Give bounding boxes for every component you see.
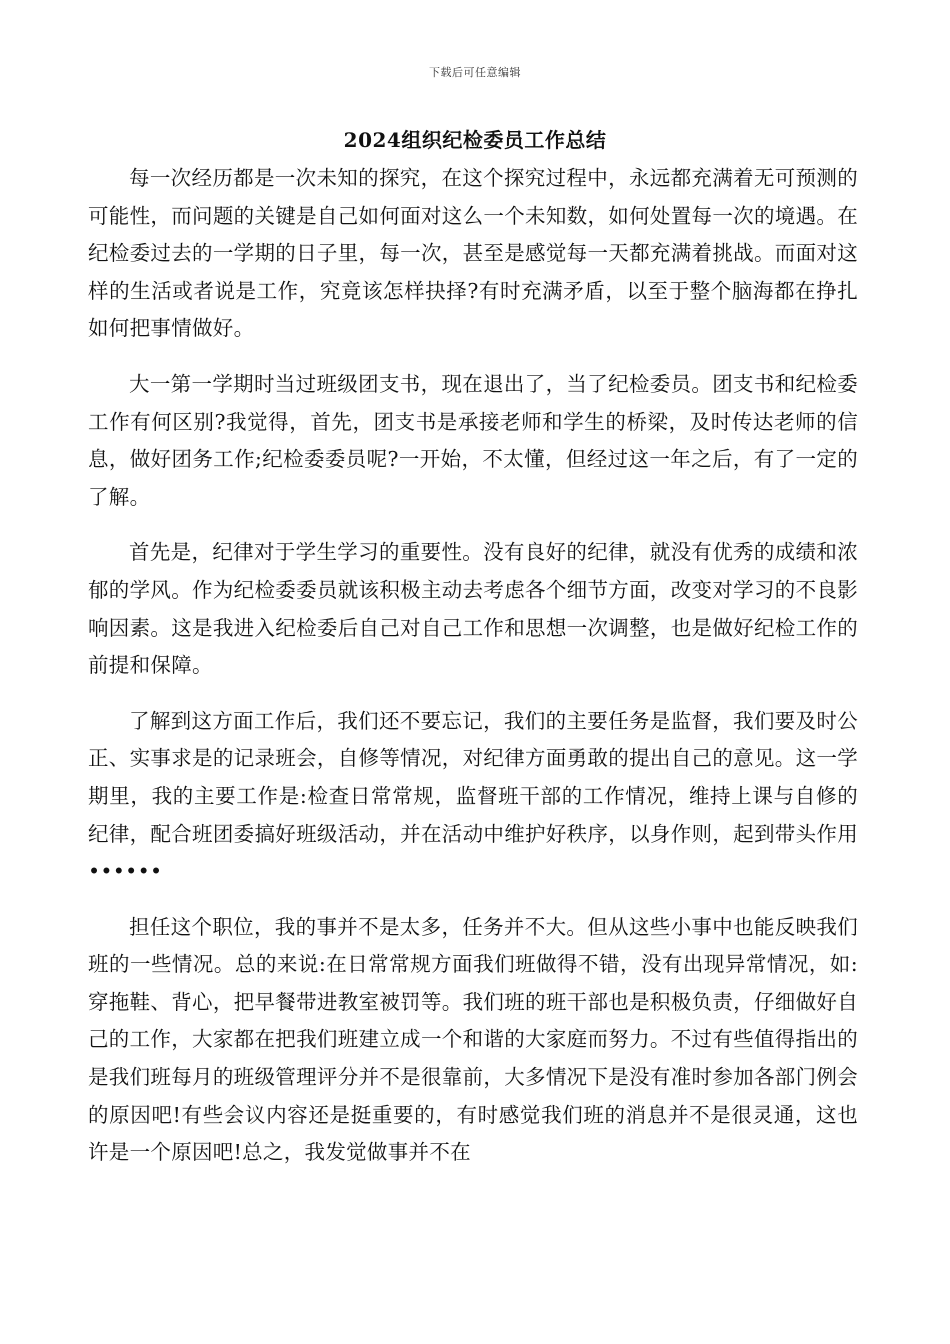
header-note: 下载后可任意编辑 (429, 66, 521, 79)
paragraph-5: 担任这个职位，我的事并不是太多，任务并不大。但从这些小事中也能反映我们班的一些情况。总的来说:在日常常规方面我们班做得不错，没有出现异常情况，如:穿拖鞋、背心，把早餐带进教室被罚等。我们班的班干部也是积极负责，仔细做好自己的工作，大家都在把我们班建立成一个和谐的大家庭而努力。不过有些值得指出的是我们班每月的班级管理评分并不是很靠前，大多情况下是没有准时参加各部门例会的原因吧!有些会议内容还是挺重要的，有时感觉我们班的消息并不是很灵通，这也许是一个原因吧!总之，我发觉做事并不在 (88, 914, 858, 1165)
paragraph-2: 大一第一学期时当过班级团支书，现在退出了，当了纪检委员。团支书和纪检委工作有何区别?我觉得，首先，团支书是承接老师和学生的桥梁，及时传达老师的信息，做好团务工作;纪检委委员呢?一开始，不太懂，但经过这一年之后，有了一定的了解。 (88, 371, 858, 509)
paragraph-3: 首先是，纪律对于学生学习的重要性。没有良好的纪律，就没有优秀的成绩和浓郁的学风。作为纪检委委员就该积极主动去考虑各个细节方面，改变对学习的不良影响因素。这是我进入纪检委后自己对自己工作和思想一次调整，也是做好纪检工作的前提和保障。 (88, 540, 858, 678)
paragraph-4: 了解到这方面工作后，我们还不要忘记，我们的主要任务是监督，我们要及时公正、实事求是的记录班会，自修等情况，对纪律方面勇敢的提出自己的意见。这一学期里，我的主要工作是:检查日常常规，监督班干部的工作情况，维持上课与自修的纪律，配合班团委搞好班级活动，并在活动中维护好秩序，以身作则，起到带头作用•••••• (88, 708, 858, 884)
document-title: 2024组织纪检委员工作总结 (343, 128, 607, 152)
paragraph-1: 每一次经历都是一次未知的探究，在这个探究过程中，永远都充满着无可预测的可能性，而问题的关键是自己如何面对这么一个未知数，如何处置每一次的境遇。在纪检委过去的一学期的日子里，每一次，甚至是感觉每一天都充满着挑战。而面对这样的生活或者说是工作，究竟该怎样抉择?有时充满矛盾，以至于整个脑海都在挣扎如何把事情做好。 (88, 166, 858, 341)
document-body (88, 160, 858, 1190)
